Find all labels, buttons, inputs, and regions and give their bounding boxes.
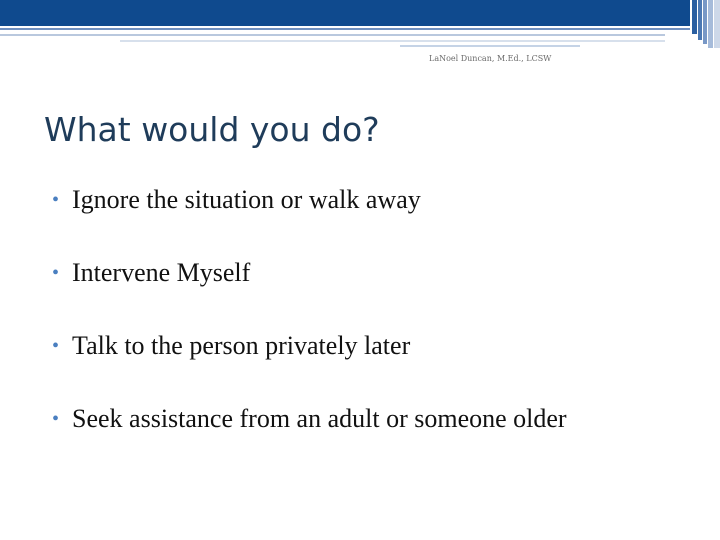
header-stripe [0, 28, 690, 30]
bullet-text: Seek assistance from an adult or someone older [72, 404, 567, 433]
bullet-icon: • [52, 408, 60, 430]
bullet-icon: • [52, 189, 60, 211]
header-bar [708, 0, 713, 48]
header-bar [698, 0, 702, 40]
header-bar [692, 0, 697, 34]
header-banner [0, 0, 690, 26]
bullet-text: Ignore the situation or walk away [72, 185, 421, 214]
header-bar [714, 0, 720, 48]
header-stripe [0, 34, 665, 36]
bullet-item [52, 182, 567, 218]
header-stripe [120, 40, 665, 42]
bullet-icon: • [52, 262, 60, 284]
header-stripe [400, 45, 580, 47]
bullet-text: Talk to the person privately later [72, 331, 411, 360]
bullet-item [52, 255, 567, 291]
bullet-list [52, 182, 567, 474]
slide-title: What would you do? [44, 110, 380, 149]
author-credit: LaNoel Duncan, M.Ed., LCSW [429, 54, 552, 63]
bullet-item [52, 401, 567, 437]
header-bar [703, 0, 707, 44]
bullet-text: Intervene Myself [72, 258, 251, 287]
bullet-item [52, 328, 567, 364]
bullet-icon: • [52, 335, 60, 357]
